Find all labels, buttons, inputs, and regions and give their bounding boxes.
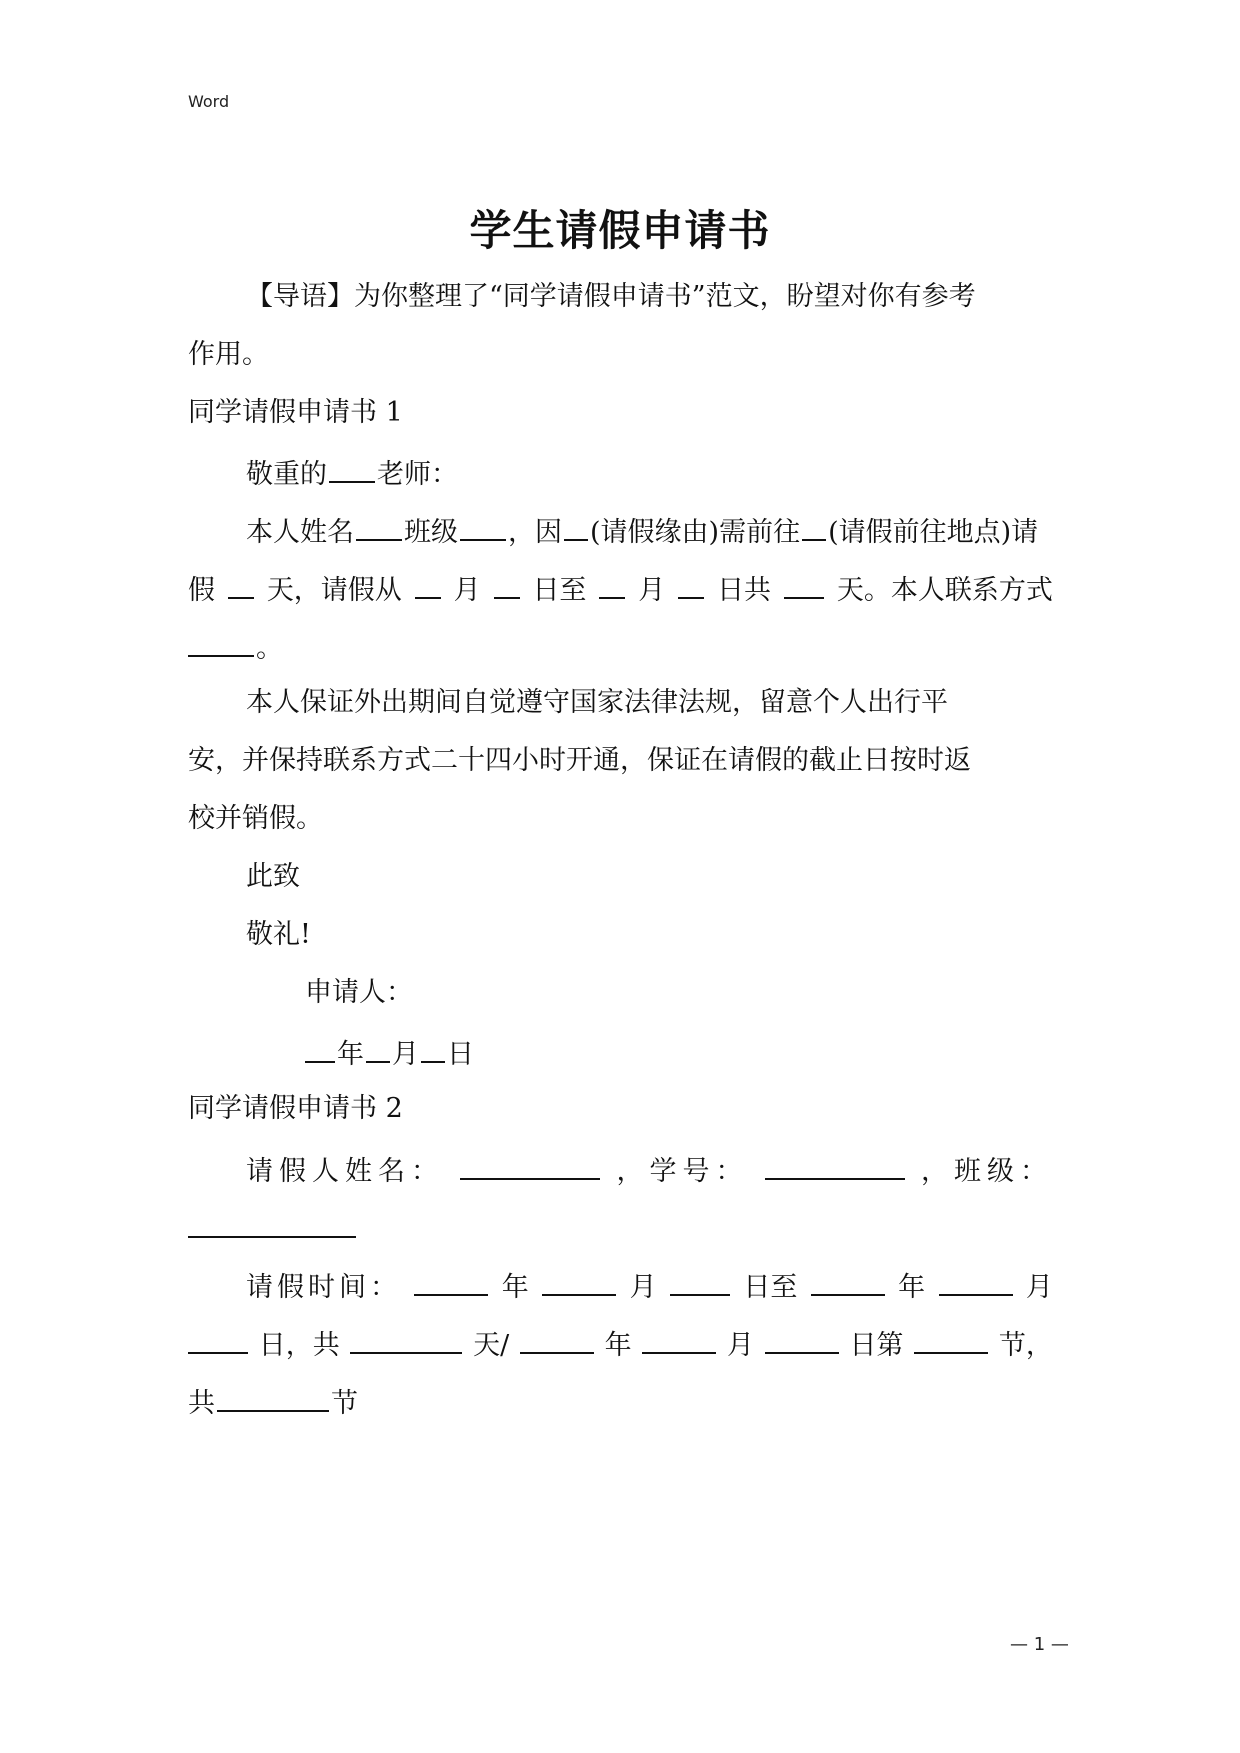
letter2-time-row2	[188, 1322, 1053, 1366]
text-day-total: 日，共	[258, 1330, 340, 1361]
class-year-blank	[520, 1322, 594, 1354]
page-number: — 1 —	[1010, 1634, 1069, 1655]
letter1-heading: 同学请假申请书 1	[188, 397, 403, 428]
class-month-blank	[642, 1322, 716, 1354]
to-month-blank	[599, 567, 625, 599]
letter2-class-row	[188, 1206, 1053, 1250]
day-blank	[421, 1031, 445, 1063]
letter1-para2-line2: 安，并保持联系方式二十四小时开通，保证在请假的截止日按时返	[188, 745, 971, 776]
letter1-closing-2: 敬礼!	[246, 919, 311, 950]
contact-blank	[188, 625, 254, 657]
text-day-to: 日至	[743, 1272, 798, 1303]
total-periods-blank	[217, 1380, 329, 1412]
text-total: 共	[188, 1388, 215, 1419]
letter2-heading: 同学请假申请书 2	[188, 1093, 403, 1124]
student-id-blank	[765, 1148, 905, 1180]
letter1-para1-line1	[246, 509, 1053, 553]
text-month-2: 月	[1025, 1272, 1053, 1303]
text-year-2: 年	[898, 1272, 926, 1303]
text-month: 月	[453, 575, 481, 606]
from-month-blank	[415, 567, 441, 599]
start-month-blank	[542, 1264, 616, 1296]
text-student-id-label: ，学号：	[616, 1156, 749, 1187]
text-month: 月	[392, 1039, 419, 1070]
name-blank	[356, 509, 402, 541]
text-reason-prefix: ，因	[508, 517, 562, 548]
total-days-blank	[784, 567, 824, 599]
text-days-from: 天，请假从	[266, 575, 402, 606]
text-class-label: 班级	[404, 517, 458, 548]
end-year-blank	[811, 1264, 885, 1296]
letter1-para2-line1: 本人保证外出期间自觉遵守国家法律法规，留意个人出行平	[246, 687, 948, 718]
text-year-3: 年	[604, 1330, 632, 1361]
document-header: Word	[188, 92, 230, 111]
text-applicant-name-label: 请假人姓名：	[246, 1156, 444, 1187]
letter1-para1-line3	[188, 625, 1053, 669]
text-destination-label: (请假前往地点)请	[828, 517, 1039, 548]
teacher-name-blank	[329, 451, 375, 483]
text-day: 日	[447, 1039, 474, 1070]
total-days-blank	[350, 1322, 462, 1354]
letter1-applicant: 申请人：	[305, 977, 413, 1008]
text-reason-label: (请假缘由)需前往	[590, 517, 801, 548]
end-month-blank	[939, 1264, 1013, 1296]
text-year: 年	[501, 1272, 529, 1303]
text-periods: 节	[331, 1388, 358, 1419]
text-day-period-no: 日第	[849, 1330, 904, 1361]
salutation-prefix: 敬重的	[246, 459, 327, 490]
text-contact-label: 天。本人联系方式	[836, 575, 1053, 606]
applicant-name-blank	[460, 1148, 600, 1180]
text-year: 年	[337, 1039, 364, 1070]
letter1-para1-line2	[188, 567, 1053, 611]
text-day-to: 日至	[532, 575, 587, 606]
text-month-2: 月	[638, 575, 666, 606]
intro-line-2: 作用。	[188, 339, 269, 370]
letter1-date	[305, 1031, 1053, 1075]
text-day-total: 日共	[717, 575, 772, 606]
class-blank	[460, 509, 506, 541]
intro-line-1: 【导语】为你整理了“同学请假申请书”范文，盼望对你有参考	[246, 281, 976, 312]
days-blank	[228, 567, 254, 599]
letter1-closing-1: 此致	[246, 861, 300, 892]
text-leave-time-label: 请假时间：	[246, 1272, 401, 1303]
text-class-label: ，班级：	[921, 1156, 1053, 1187]
start-year-blank	[414, 1264, 488, 1296]
class-blank	[188, 1206, 356, 1238]
class-day-blank	[765, 1322, 839, 1354]
letter1-para2-line3: 校并销假。	[188, 803, 323, 834]
period-number-blank	[914, 1322, 988, 1354]
text-name-label: 本人姓名	[246, 517, 354, 548]
text-leave: 假	[188, 575, 215, 606]
end-day-blank	[188, 1322, 248, 1354]
text-period-comma: 节，	[998, 1330, 1053, 1361]
text-period: 。	[256, 633, 283, 664]
from-day-blank	[494, 567, 520, 599]
letter1-salutation	[246, 451, 1053, 495]
to-day-blank	[678, 567, 704, 599]
text-month: 月	[629, 1272, 657, 1303]
reason-blank	[564, 509, 588, 541]
document-title: 学生请假申请书	[469, 206, 771, 255]
letter2-time-row1	[246, 1264, 1053, 1308]
salutation-suffix: 老师：	[377, 459, 458, 490]
letter2-info-row	[246, 1148, 1053, 1192]
destination-blank	[802, 509, 826, 541]
text-days-slash: 天/	[473, 1330, 510, 1361]
month-blank	[366, 1031, 390, 1063]
year-blank	[305, 1031, 335, 1063]
letter2-time-row3	[188, 1380, 1053, 1424]
text-month-3: 月	[727, 1330, 755, 1361]
start-day-blank	[670, 1264, 730, 1296]
